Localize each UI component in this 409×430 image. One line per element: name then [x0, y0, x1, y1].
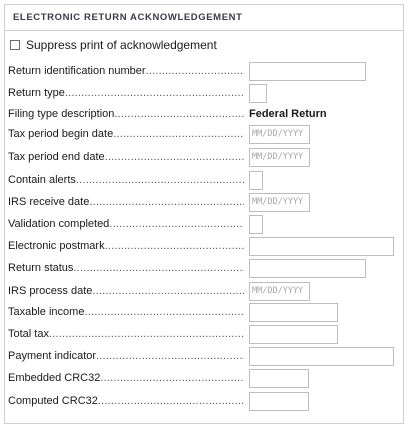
row-electronic-postmark: [8, 236, 398, 256]
label-irs-receive-date: IRS receive date: [8, 196, 90, 208]
label-return-identification-number: Return identification number: [8, 65, 146, 77]
row-total-tax: [8, 324, 398, 344]
contain-alerts-input[interactable]: [249, 171, 263, 190]
label-electronic-postmark: Electronic postmark: [8, 240, 105, 252]
irs-receive-date-input[interactable]: MM/DD/YYYY: [249, 193, 310, 212]
label-return-type: Return type: [8, 87, 65, 99]
label-return-status: Return status: [8, 262, 74, 274]
irs-process-date-input[interactable]: MM/DD/YYYY: [249, 282, 310, 301]
electronic-postmark-input[interactable]: [249, 237, 394, 256]
label-payment-indicator: Payment indicator: [8, 350, 97, 362]
label-taxable-income: Taxable income: [8, 306, 85, 318]
row-irs-receive-date: [8, 192, 398, 212]
row-computed-crc32: [8, 391, 398, 411]
row-embedded-crc32: [8, 368, 398, 388]
panel-title: ELECTRONIC RETURN ACKNOWLEDGEMENT: [5, 5, 403, 31]
label-filing-type-description: Filing type description: [8, 108, 115, 120]
payment-indicator-input[interactable]: [249, 347, 394, 366]
tax-period-begin-date-input[interactable]: MM/DD/YYYY: [249, 125, 310, 144]
label-computed-crc32: Computed CRC32: [8, 395, 98, 407]
suppress-print-checkbox[interactable]: [10, 40, 20, 50]
filing-type-description-value: Federal Return: [249, 108, 327, 120]
row-irs-process-date: [8, 281, 398, 301]
validation-completed-input[interactable]: [249, 215, 263, 234]
return-status-input[interactable]: [249, 259, 366, 278]
embedded-crc32-input[interactable]: [249, 369, 309, 388]
taxable-income-input[interactable]: [249, 303, 338, 322]
row-taxable-income: [8, 302, 398, 322]
row-payment-indicator: [8, 346, 398, 366]
label-tax-period-end-date: Tax period end date: [8, 151, 105, 163]
row-tax-period-begin-date: [8, 124, 398, 144]
total-tax-input[interactable]: [249, 325, 338, 344]
suppress-print-label: Suppress print of acknowledgement: [26, 38, 217, 52]
row-validation-completed: [8, 214, 398, 234]
row-return-type: [8, 83, 398, 103]
suppress-print-option[interactable]: [10, 38, 217, 52]
row-tax-period-end-date: [8, 147, 398, 167]
row-return-status: [8, 258, 398, 278]
computed-crc32-input[interactable]: [249, 392, 309, 411]
label-tax-period-begin-date: Tax period begin date: [8, 128, 114, 140]
row-return-identification-number: [8, 61, 398, 81]
label-contain-alerts: Contain alerts: [8, 174, 76, 186]
return-type-input[interactable]: [249, 84, 267, 103]
label-irs-process-date: IRS process date: [8, 285, 93, 297]
label-embedded-crc32: Embedded CRC32: [8, 372, 101, 384]
tax-period-end-date-input[interactable]: MM/DD/YYYY: [249, 148, 310, 167]
label-validation-completed: Validation completed: [8, 218, 110, 230]
label-total-tax: Total tax: [8, 328, 49, 340]
row-filing-type-description: [8, 104, 398, 124]
row-contain-alerts: [8, 170, 398, 190]
return-identification-number-input[interactable]: [249, 62, 366, 81]
